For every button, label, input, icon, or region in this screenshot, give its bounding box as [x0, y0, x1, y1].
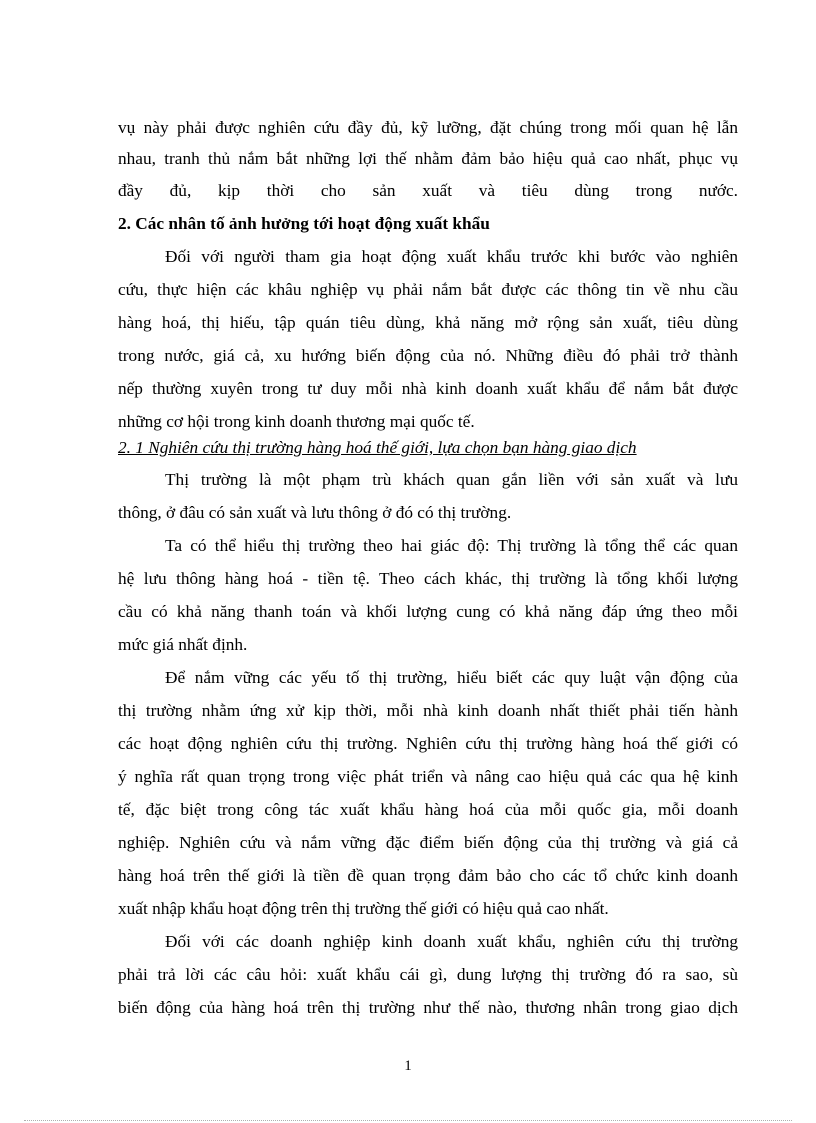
page-break-line [24, 1120, 792, 1121]
text-line: Đối với người tham gia hoạt động xuất khẩu trước khi bước vào nghiên [165, 247, 738, 266]
page-number: 1 [404, 1058, 412, 1074]
text-line: cầu có khả năng thanh toán và khối lượng cung có khả năng đáp ứng theo mỗi [118, 602, 738, 621]
text-line: các hoạt động nghiên cứu thị trường. Nghiên cứu thị trường hàng hoá thế giới có [118, 734, 738, 753]
text-line: biến động của hàng hoá trên thị trường như thế nào, thương nhân trong giao dịch [118, 998, 738, 1017]
text-line: mức giá nhất định. [118, 635, 248, 654]
text-line: Ta có thể hiểu thị trường theo hai giác độ: Thị trường là tổng thể các quan [165, 536, 738, 555]
text-line: đầy đủ, kịp thời cho sản xuất và tiêu dùng trong nước. [118, 181, 738, 200]
text-line: thị trường nhằm ứng xử kịp thời, mỗi nhà kinh doanh nhất thiết phải tiến hành [118, 701, 738, 720]
text-line: Đối với các doanh nghiệp kinh doanh xuất khẩu, nghiên cứu thị trường [165, 932, 738, 951]
section-heading: 2. Các nhân tố ảnh hưởng tới hoạt động xuất khẩu [118, 214, 490, 233]
text-line: nếp thường xuyên trong tư duy mỗi nhà kinh doanh xuất khẩu để nắm bắt được [118, 379, 738, 398]
text-line: thông, ở đâu có sản xuất và lưu thông ở đó có thị trường. [118, 503, 512, 522]
text-line: hàng hoá trên thế giới là tiền đề quan trọng đảm bảo cho các tổ chức kinh doanh [118, 866, 738, 885]
text-line: Để nắm vững các yếu tố thị trường, hiểu biết các quy luật vận động của [165, 668, 738, 687]
text-line: vụ này phải được nghiên cứu đầy đủ, kỹ lưỡng, đặt chúng trong mối quan hệ lẫn [118, 118, 738, 137]
text-line: tế, đặc biệt trong công tác xuất khẩu hàng hoá của mỗi quốc gia, mỗi doanh [118, 800, 738, 819]
text-line: phải trả lời các câu hỏi: xuất khẩu cái gì, dung lượng thị trường đó ra sao, sù [118, 965, 738, 984]
text-line: nghiệp. Nghiên cứu và nắm vững đặc điểm biến động của thị trường và giá cả [118, 833, 738, 852]
text-line: trong nước, giá cả, xu hướng biến động của nó. Những điều đó phải trở thành [118, 346, 738, 365]
text-line: Thị trường là một phạm trù khách quan gắn liền với sản xuất và lưu [165, 470, 738, 489]
text-line: hàng hoá, thị hiếu, tập quán tiêu dùng, khả năng mở rộng sản xuất, tiêu dùng [118, 313, 738, 332]
text-line: hệ lưu thông hàng hoá - tiền tệ. Theo cách khác, thị trường là tổng khối lượng [118, 569, 738, 588]
text-line: những cơ hội trong kinh doanh thương mại quốc tế. [118, 412, 475, 431]
text-line: xuất nhập khẩu hoạt động trên thị trường thế giới có hiệu quả cao nhất. [118, 899, 609, 918]
text-line: cứu, thực hiện các khâu nghiệp vụ phải nắm bắt được các thông tin về nhu cầu [118, 280, 738, 299]
text-line: nhau, tranh thủ nắm bắt những lợi thế nhằm đảm bảo hiệu quả cao nhất, phục vụ [118, 149, 738, 168]
subsection-heading: 2. 1 Nghiên cứu thị trường hàng hoá thế giới, lựa chọn bạn hàng giao dịch [118, 438, 637, 457]
text-line: ý nghĩa rất quan trọng trong việc phát triển và nâng cao hiệu quả các qua hệ kinh [118, 767, 738, 786]
